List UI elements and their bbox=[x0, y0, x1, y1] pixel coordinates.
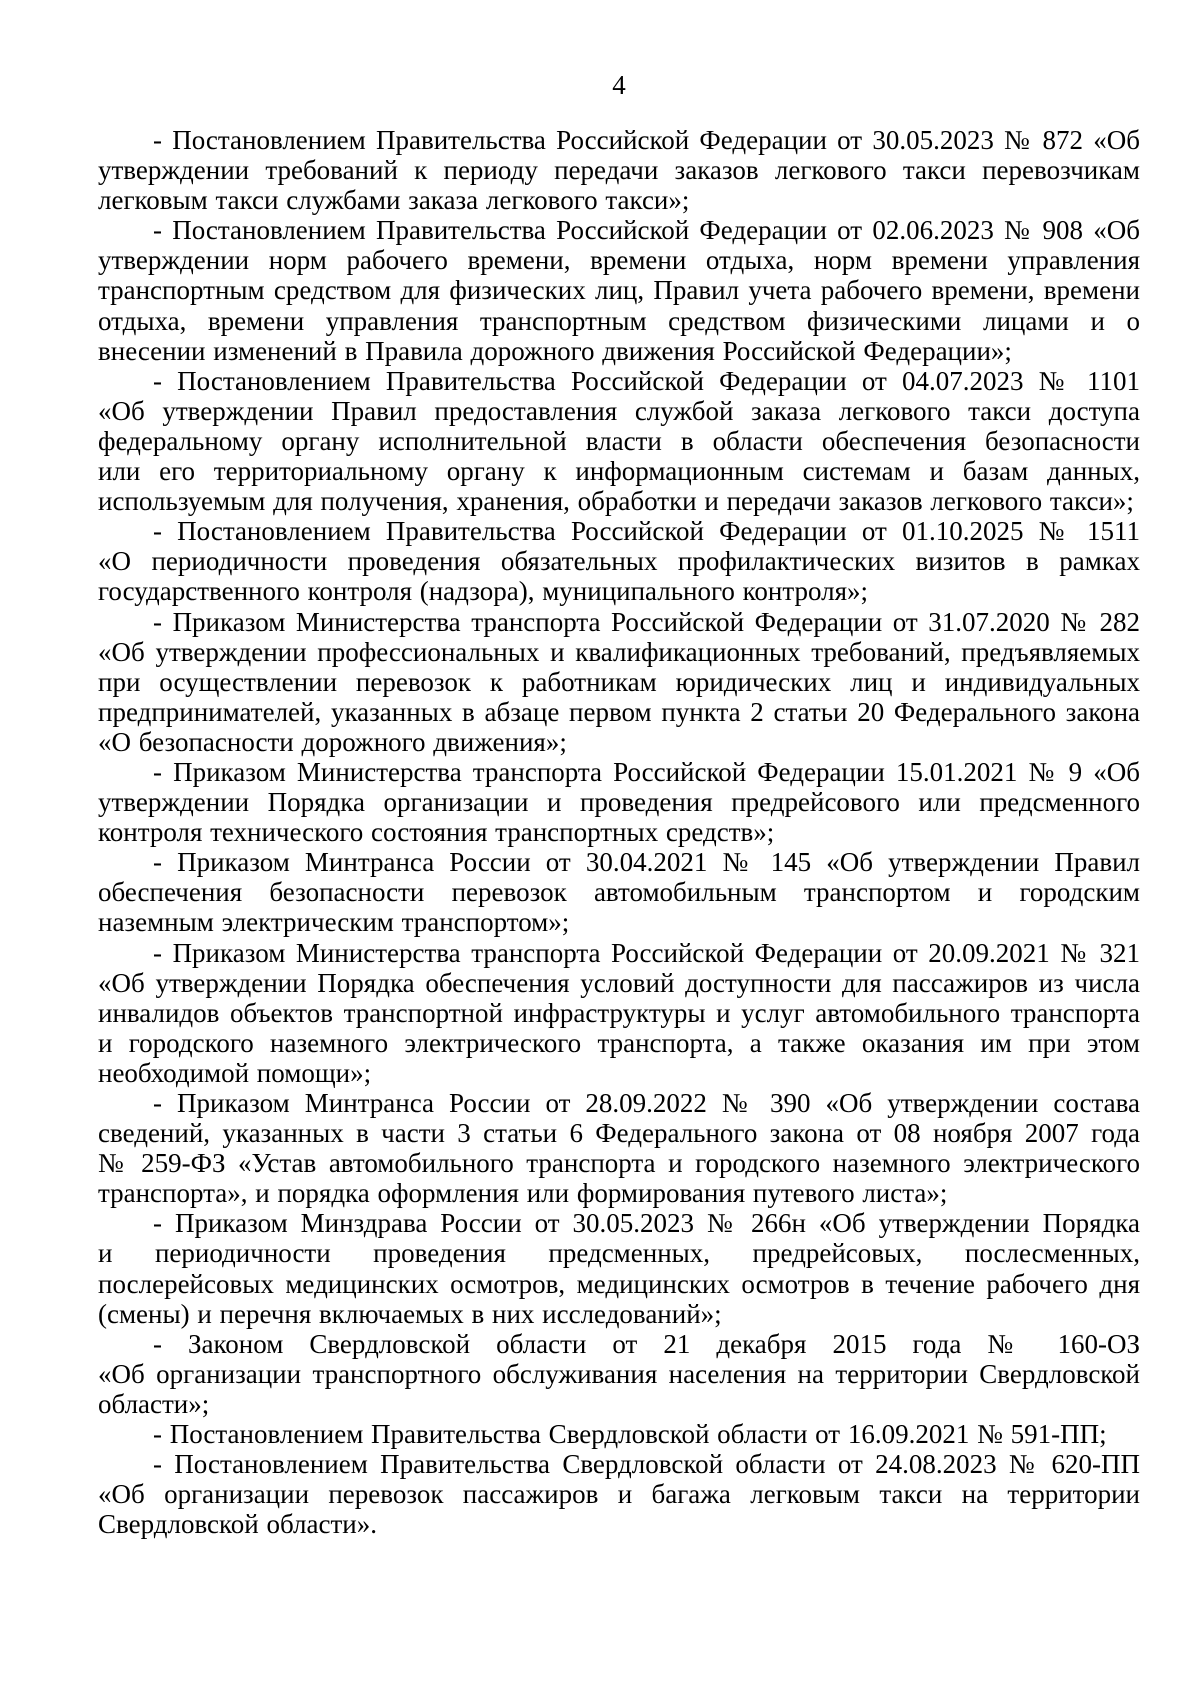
legal-act-paragraph: - Постановлением Правительства Свердловской области от 16.09.2021 № 591-ПП; bbox=[153, 1419, 1107, 1450]
legal-act-paragraph: - Приказом Министерства транспорта Российской Федерации от 20.09.2021 № 321 «Об утверждении Порядка обеспечения условий доступности для пассажиров из числа инвалидов объектов транспортной инфраструктуры и услуг автомобильного транспорта и городского наземного электрического транспорта, а также оказания им при этом необходимой помощи»; bbox=[98, 937, 1140, 1088]
legal-act-paragraph: - Приказом Минтранса России от 30.04.2021 № 145 «Об утверждении Правил обеспечения безопасности перевозок автомобильным транспортом и городским наземным электрическим транспортом»; bbox=[98, 847, 1140, 938]
legal-act-paragraph: - Постановлением Правительства Российской Федерации от 30.05.2023 № 872 «Об утверждении требований к периоду передачи заказов легкового такси перевозчикам легковым такси службами заказа легкового такси»; bbox=[98, 125, 1140, 216]
legal-act-paragraph: - Постановлением Правительства Российской Федерации от 01.10.2025 № 1511 «О периодичности проведения обязательных профилактических визитов в рамках государственного контроля (надзора), муниципального контроля»; bbox=[98, 516, 1140, 607]
legal-act-paragraph: - Приказом Минздрава России от 30.05.2023 № 266н «Об утверждении Порядка и периодичности проведения предсменных, предрейсовых, послесменных, послерейсовых медицинских осмотров, медицинских осмотров в течение рабочего дня (смены) и перечня включаемых в них исследований»; bbox=[98, 1208, 1140, 1329]
legal-act-paragraph: - Постановлением Правительства Российской Федерации от 02.06.2023 № 908 «Об утверждении норм рабочего времени, времени отдыха, норм времени управления транспортным средством для физических лиц, Правил учета рабочего времени, времени отдыха, времени управления транспортным средством физическими лицами и о внесении изменений в Правила дорожного движения Российской Федерации»; bbox=[98, 215, 1140, 366]
legal-act-paragraph: - Приказом Минтранса России от 28.09.2022 № 390 «Об утверждении состава сведений, указанных в части 3 статьи 6 Федерального закона от 08 ноября 2007 года № 259-ФЗ «Устав автомобильного транспорта и городского наземного электрического транспорта», и порядка оформления или формирования путевого листа»; bbox=[98, 1088, 1140, 1209]
legal-act-paragraph: - Приказом Министерства транспорта Российской Федерации от 31.07.2020 № 282 «Об утверждении профессиональных и квалификационных требований, предъявляемых при осуществлении перевозок к работникам юридических лиц и индивидуальных предпринимателей, указанных в абзаце первом пункта 2 статьи 20 Федерального закона «О безопасности дорожного движения»; bbox=[98, 606, 1140, 757]
legal-act-paragraph: - Постановлением Правительства Российской Федерации от 04.07.2023 № 1101 «Об утверждении Правил предоставления службой заказа легкового такси доступа федеральному органу исполнительной власти в области обеспечения безопасности или его территориальному органу к информационным системам и базам данных, используемым для получения, хранения, обработки и передачи заказов легкового такси»; bbox=[98, 365, 1140, 517]
legal-act-paragraph: - Приказом Министерства транспорта Российской Федерации 15.01.2021 № 9 «Об утверждении Порядка организации и проведения предрейсового или предсменного контроля технического состояния транспортных средств»; bbox=[98, 756, 1140, 848]
document-body bbox=[98, 125, 1140, 1539]
legal-act-paragraph: - Постановлением Правительства Свердловской области от 24.08.2023 № 620-ПП «Об организации перевозок пассажиров и багажа легковым такси на территории Свердловской области». bbox=[98, 1449, 1140, 1540]
page-number: 4 bbox=[612, 70, 626, 100]
legal-act-paragraph: - Законом Свердловской области от 21 декабря 2015 года № 160-ОЗ «Об организации транспортного обслуживания населения на территории Свердловской области»; bbox=[98, 1328, 1140, 1419]
